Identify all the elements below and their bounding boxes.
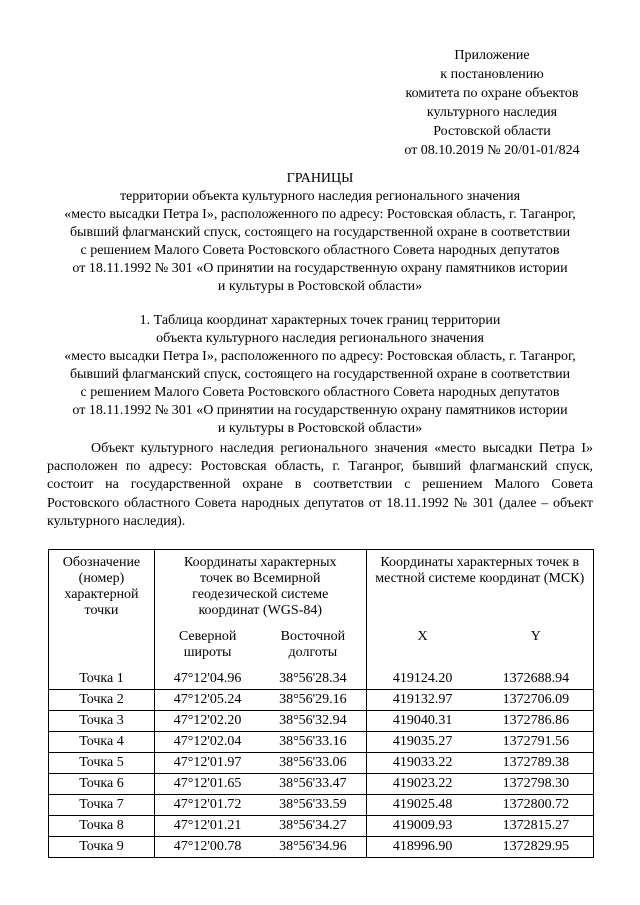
- cell-x: 418996.90: [366, 837, 479, 858]
- cell-east: 38°56'33.16: [260, 732, 366, 753]
- title-line: и культуры в Ростовской области»: [217, 279, 423, 294]
- cell-east: 38°56'34.96: [260, 837, 366, 858]
- coordinates-table: [48, 549, 594, 858]
- cell-x: 419023.22: [366, 774, 479, 795]
- title-line: от 18.11.1992 № 301 «О принятии на государственную охрану памятников истории: [72, 261, 568, 276]
- cell-east: 38°56'32.94: [260, 711, 366, 732]
- cell-x: 419132.97: [366, 690, 479, 711]
- appendix-line: от 08.10.2019 № 20/01-01/824: [404, 143, 580, 158]
- cell-east: 38°56'33.47: [260, 774, 366, 795]
- cell-y: 1372815.27: [479, 816, 594, 837]
- cell-x: 419124.20: [366, 669, 479, 690]
- table-title-line: «место высадки Петра I», расположенного по адресу: Ростовская область, г. Таганрог,: [64, 349, 576, 364]
- cell-east: 38°56'29.16: [260, 690, 366, 711]
- table-title-line: от 18.11.1992 № 301 «О принятии на государственную охрану памятников истории: [72, 403, 568, 418]
- cell-point: Точка 8: [49, 816, 155, 837]
- table-row: [49, 774, 594, 795]
- title-line: «место высадки Петра I», расположенного по адресу: Ростовская область, г. Таганрог,: [64, 207, 576, 222]
- cell-y: 1372688.94: [479, 669, 594, 690]
- header-wgs-group: [154, 550, 366, 630]
- title-line: территории объекта культурного наследия регионального значения: [119, 189, 521, 204]
- appendix-line: Ростовской области: [433, 124, 551, 139]
- table-row: [49, 837, 594, 858]
- appendix-line: Приложение: [454, 48, 530, 63]
- intro-paragraph: Объект культурного наследия регионального значения «место высадки Петра I» расположен по адресу: Ростовская область, г. Таганрог, бывший флагманский спуск, состоит на государственной охране в соответствии с решением Малого Совета Ростовского областного Совета народных депутатов от 18.11.1992 № 301 (далее – объект культурного наследия).: [47, 441, 593, 529]
- header-point-text: Обозначение (номер) характерной точки: [62, 555, 141, 618]
- cell-point: Точка 1: [49, 669, 155, 690]
- header-wgs-text: Координаты характерных точек во Всемирной геодезической системе координат (WGS-84): [183, 555, 337, 618]
- table-title-line: объекта культурного наследия регионального значения: [156, 331, 484, 346]
- table-row: [49, 753, 594, 774]
- document-title-block: [40, 170, 600, 296]
- cell-east: 38°56'28.34: [260, 669, 366, 690]
- subheader-y: Y: [479, 629, 594, 669]
- table-row: [49, 732, 594, 753]
- cell-y: 1372791.56: [479, 732, 594, 753]
- appendix-line: культурного наследия: [426, 105, 558, 120]
- table-row: [49, 690, 594, 711]
- cell-north: 47°12'01.65: [154, 774, 260, 795]
- appendix-header: [380, 46, 604, 160]
- table-row: [49, 711, 594, 732]
- title-line: с решением Малого Совета Ростовского областного Совета народных депутатов: [80, 243, 560, 258]
- table-row: [49, 795, 594, 816]
- subheader-east: Восточной долготы: [260, 629, 366, 669]
- cell-point: Точка 7: [49, 795, 155, 816]
- cell-y: 1372800.72: [479, 795, 594, 816]
- cell-north: 47°12'02.04: [154, 732, 260, 753]
- cell-x: 419033.22: [366, 753, 479, 774]
- cell-point: Точка 5: [49, 753, 155, 774]
- title-line: бывший флагманский спуск, состоящего на государственной охране в соответствии: [69, 225, 571, 240]
- table-header-row: [49, 550, 594, 630]
- cell-x: 419009.93: [366, 816, 479, 837]
- cell-point: Точка 9: [49, 837, 155, 858]
- cell-north: 47°12'04.96: [154, 669, 260, 690]
- cell-north: 47°12'01.21: [154, 816, 260, 837]
- cell-point: Точка 6: [49, 774, 155, 795]
- cell-x: 419040.31: [366, 711, 479, 732]
- cell-y: 1372706.09: [479, 690, 594, 711]
- table-title-line: 1. Таблица координат характерных точек границ территории: [139, 313, 501, 328]
- cell-point: Точка 3: [49, 711, 155, 732]
- subheader-x: X: [366, 629, 479, 669]
- table-title-line: и культуры в Ростовской области»: [217, 421, 423, 436]
- cell-north: 47°12'01.97: [154, 753, 260, 774]
- cell-north: 47°12'01.72: [154, 795, 260, 816]
- subheader-north: Северной широты: [154, 629, 260, 669]
- table-title-line: с решением Малого Совета Ростовского областного Совета народных депутатов: [80, 385, 560, 400]
- cell-east: 38°56'34.27: [260, 816, 366, 837]
- cell-y: 1372798.30: [479, 774, 594, 795]
- table-title-block: [40, 312, 600, 438]
- cell-y: 1372789.38: [479, 753, 594, 774]
- table-row: [49, 816, 594, 837]
- header-msk-group: [366, 550, 593, 630]
- document-heading: ГРАНИЦЫ: [286, 171, 354, 186]
- cell-east: 38°56'33.59: [260, 795, 366, 816]
- cell-north: 47°12'02.20: [154, 711, 260, 732]
- table-title-line: бывший флагманский спуск, состоящего на государственной охране в соответствии: [69, 367, 571, 382]
- cell-y: 1372829.95: [479, 837, 594, 858]
- cell-north: 47°12'05.24: [154, 690, 260, 711]
- cell-east: 38°56'33.06: [260, 753, 366, 774]
- cell-x: 419035.27: [366, 732, 479, 753]
- appendix-line: комитета по охране объектов: [405, 86, 579, 101]
- cell-y: 1372786.86: [479, 711, 594, 732]
- cell-x: 419025.48: [366, 795, 479, 816]
- cell-point: Точка 2: [49, 690, 155, 711]
- header-msk-text: Координаты характерных точек в местной системе координат (МСК): [375, 555, 585, 586]
- header-point-designation: [49, 550, 155, 670]
- table-row: [49, 669, 594, 690]
- appendix-line: к постановлению: [440, 67, 544, 82]
- cell-north: 47°12'00.78: [154, 837, 260, 858]
- cell-point: Точка 4: [49, 732, 155, 753]
